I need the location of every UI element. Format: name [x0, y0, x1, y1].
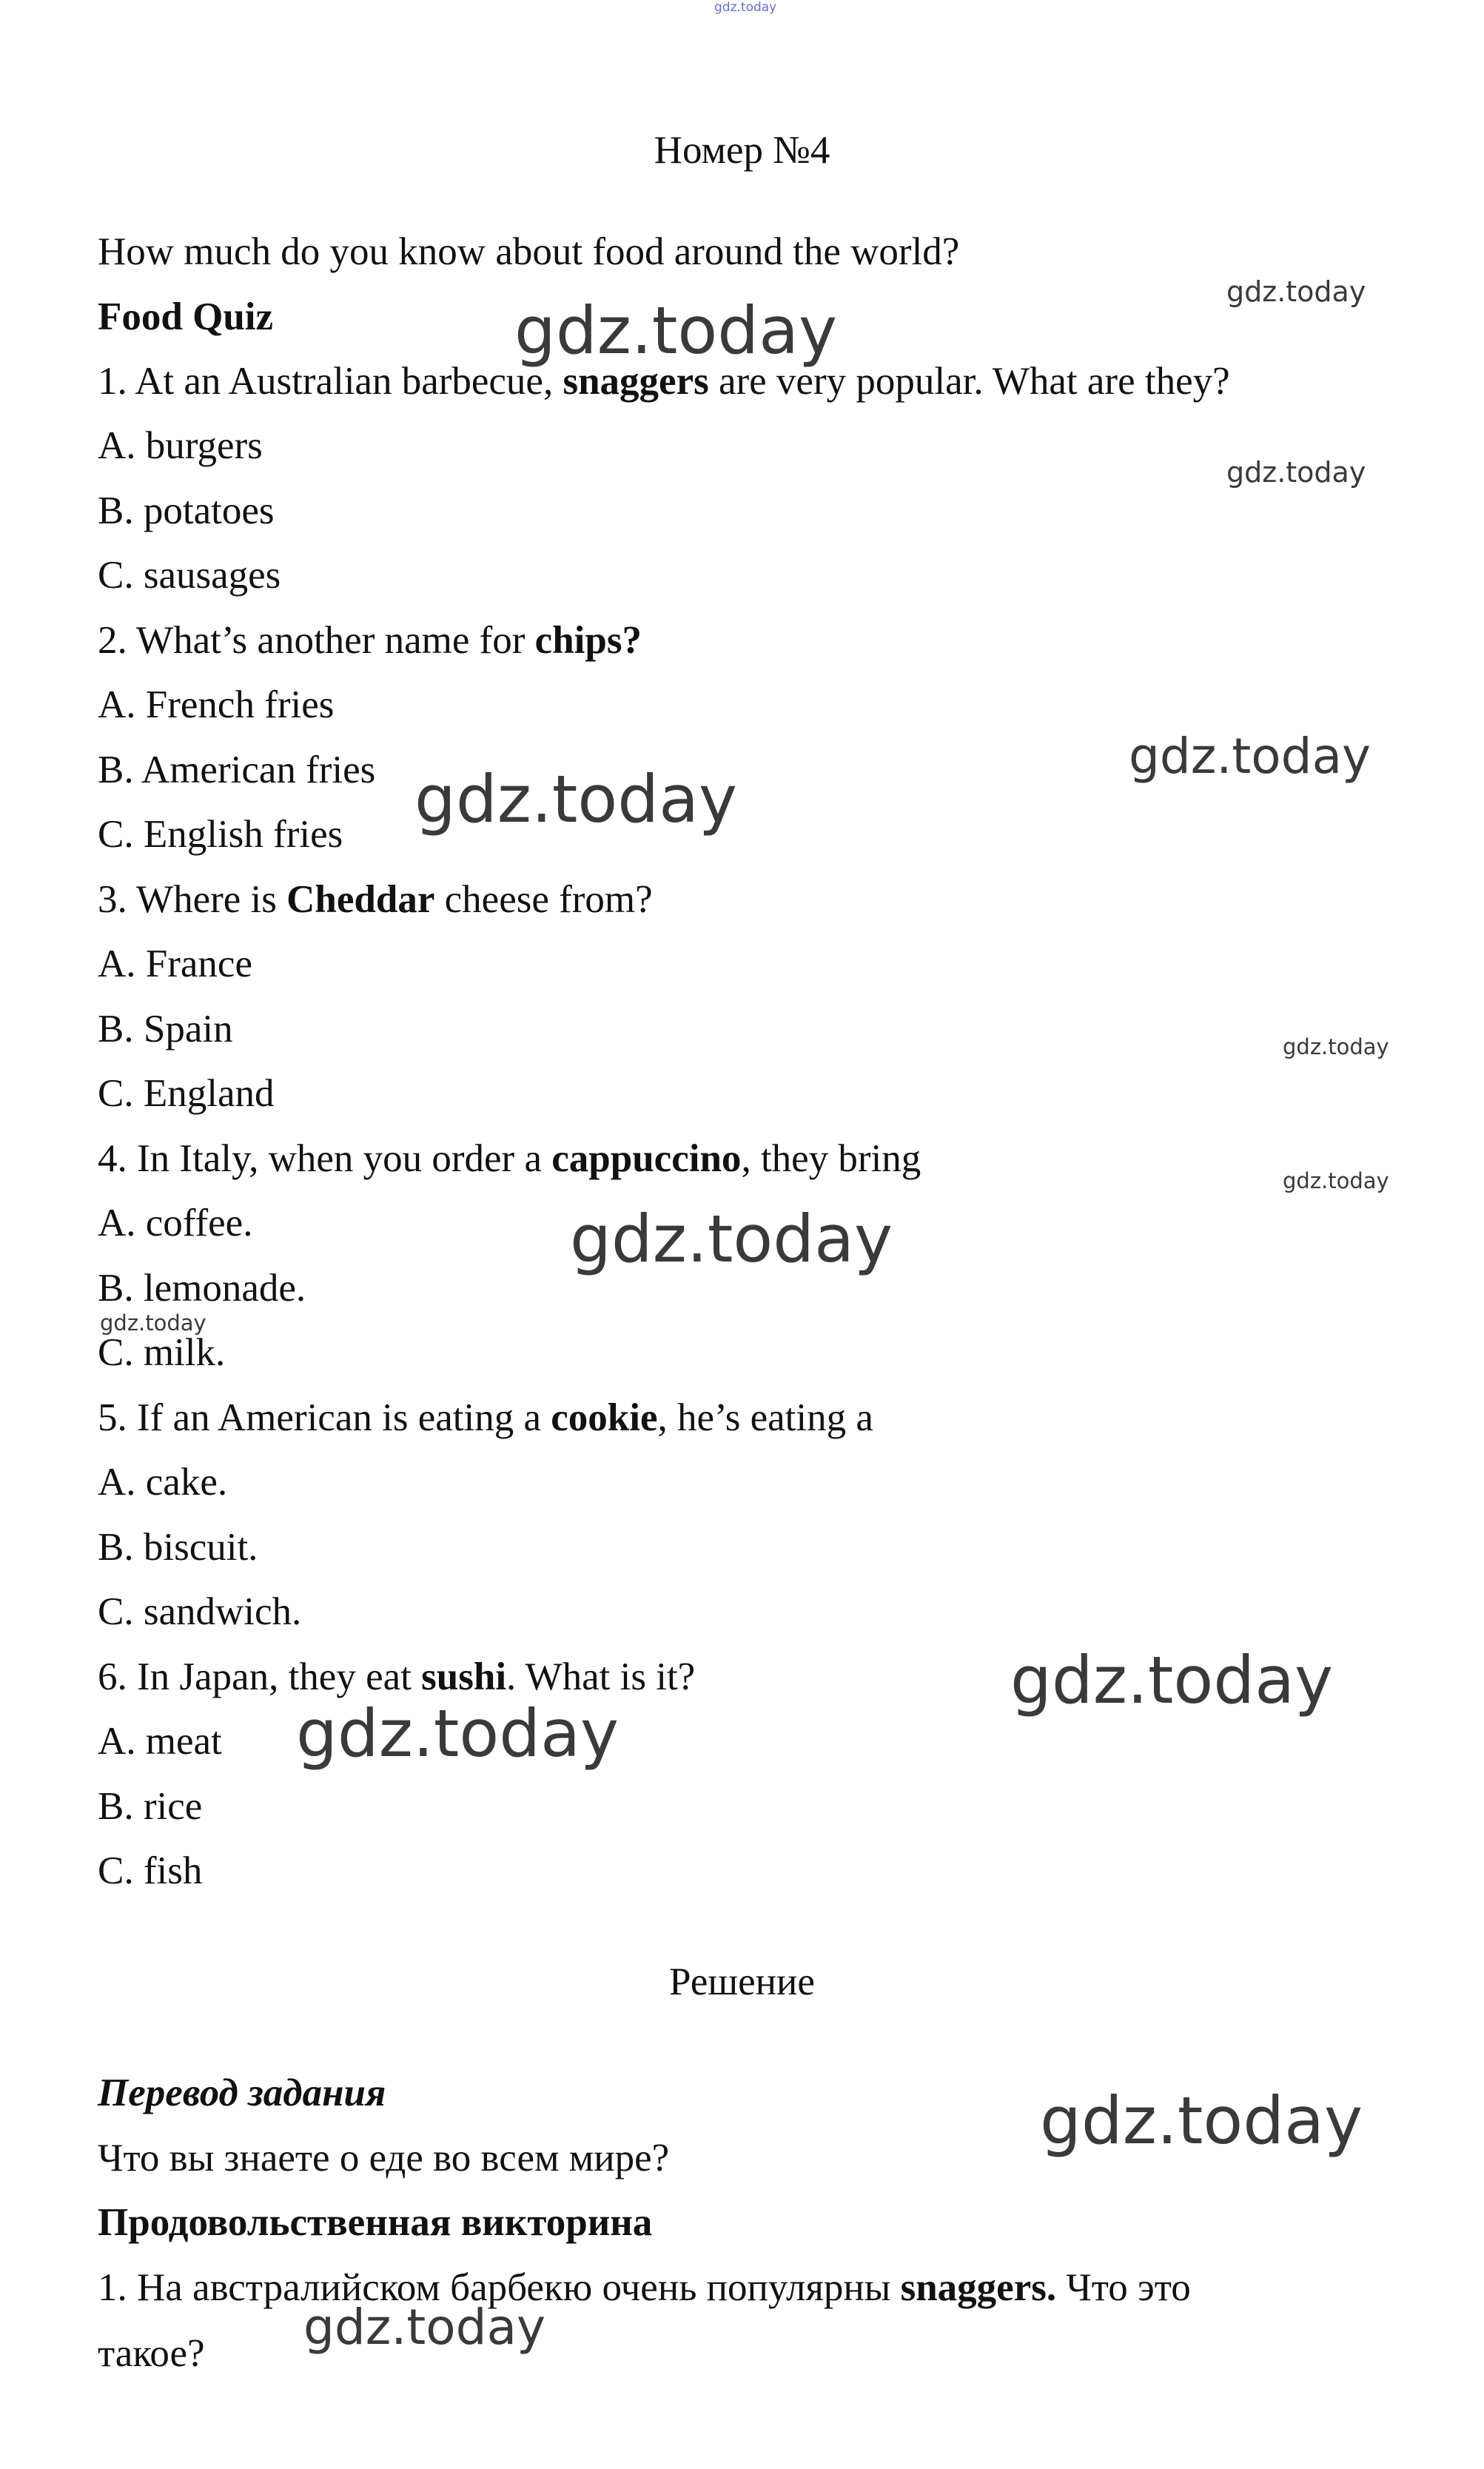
watermark: gdz.today: [1226, 456, 1366, 489]
option-6c: C. fish: [98, 1849, 203, 1892]
option-3a: A. France: [98, 942, 252, 985]
watermark: gdz.today: [1226, 275, 1366, 308]
translation-quiz-title: Продовольственная викторина: [98, 2201, 653, 2244]
option-6a: A. meat: [98, 1720, 222, 1763]
watermark: gdz.today: [1040, 2083, 1363, 2159]
option-5c: C. sandwich.: [98, 1590, 302, 1633]
question-text: , they bring: [741, 1137, 921, 1180]
watermark: gdz.today: [100, 1310, 207, 1336]
translation-heading: Перевод задания: [98, 2071, 386, 2114]
question-5: [98, 1392, 873, 1444]
watermark: gdz.today: [1010, 1642, 1334, 1718]
option-3b: B. Spain: [98, 1008, 233, 1051]
question-text: are very popular. What are they?: [708, 360, 1230, 403]
question-text: 1. At an Australian barbecue,: [98, 360, 563, 403]
option-6b: B. rice: [98, 1785, 203, 1828]
question-text: 5. If an American is eating a: [98, 1396, 551, 1439]
watermark: gdz.today: [414, 761, 738, 837]
option-4b: B. lemonade.: [98, 1267, 306, 1310]
option-2c: C. English fries: [98, 813, 343, 856]
translation-question-1-cont: такое?: [98, 2332, 205, 2375]
question-keyword: chips?: [534, 619, 642, 662]
question-3: [98, 874, 653, 925]
page-title: Номер №4: [654, 129, 830, 172]
question-text: cheese from?: [434, 878, 653, 921]
question-text: 1. На австралийском барбекю очень популярны: [98, 2266, 901, 2309]
question-keyword: cookie: [551, 1396, 658, 1439]
question-keyword: sushi: [421, 1655, 507, 1698]
option-2b: B. American fries: [98, 748, 376, 791]
option-5a: A. cake.: [98, 1461, 228, 1504]
intro-text: How much do you know about food around the world?: [98, 230, 960, 273]
question-text: Что это: [1056, 2266, 1191, 2309]
option-1b: B. potatoes: [98, 489, 275, 532]
option-3c: C. England: [98, 1072, 275, 1115]
question-keyword: cappuccino: [551, 1137, 742, 1180]
solution-title: Решение: [669, 1960, 815, 2003]
question-keyword: snaggers: [563, 360, 709, 403]
question-keyword: snaggers.: [900, 2266, 1057, 2309]
watermark: gdz.today: [514, 292, 838, 369]
watermark: gdz.today: [1129, 728, 1371, 785]
option-4a: A. coffee.: [98, 1202, 253, 1244]
question-text: . What is it?: [506, 1655, 696, 1698]
question-4: [98, 1133, 921, 1185]
option-1a: A. burgers: [98, 424, 263, 467]
watermark: gdz.today: [1283, 1034, 1389, 1059]
question-text: 3. Where is: [98, 878, 287, 921]
question-2: [98, 614, 642, 666]
question-text: , he’s eating a: [657, 1396, 873, 1439]
watermark: gdz.today: [570, 1201, 893, 1277]
question-text: 6. In Japan, they eat: [98, 1655, 422, 1698]
translation-intro: Что вы знаете о еде во всем мире?: [98, 2137, 670, 2180]
quiz-title: Food Quiz: [98, 295, 274, 338]
option-4c: C. milk.: [98, 1331, 226, 1374]
question-text: 4. In Italy, when you order a: [98, 1137, 552, 1180]
watermark: gdz.today: [296, 1695, 620, 1772]
option-2a: A. French fries: [98, 683, 335, 726]
header-watermark: gdz.today: [714, 0, 777, 15]
watermark: gdz.today: [303, 2299, 546, 2356]
option-5b: B. biscuit.: [98, 1526, 258, 1569]
watermark: gdz.today: [1283, 1168, 1389, 1193]
question-text: 2. What’s another name for: [98, 619, 535, 662]
option-1c: C. sausages: [98, 554, 281, 597]
question-keyword: Cheddar: [286, 878, 435, 921]
translation-question-1: [98, 2262, 1191, 2314]
